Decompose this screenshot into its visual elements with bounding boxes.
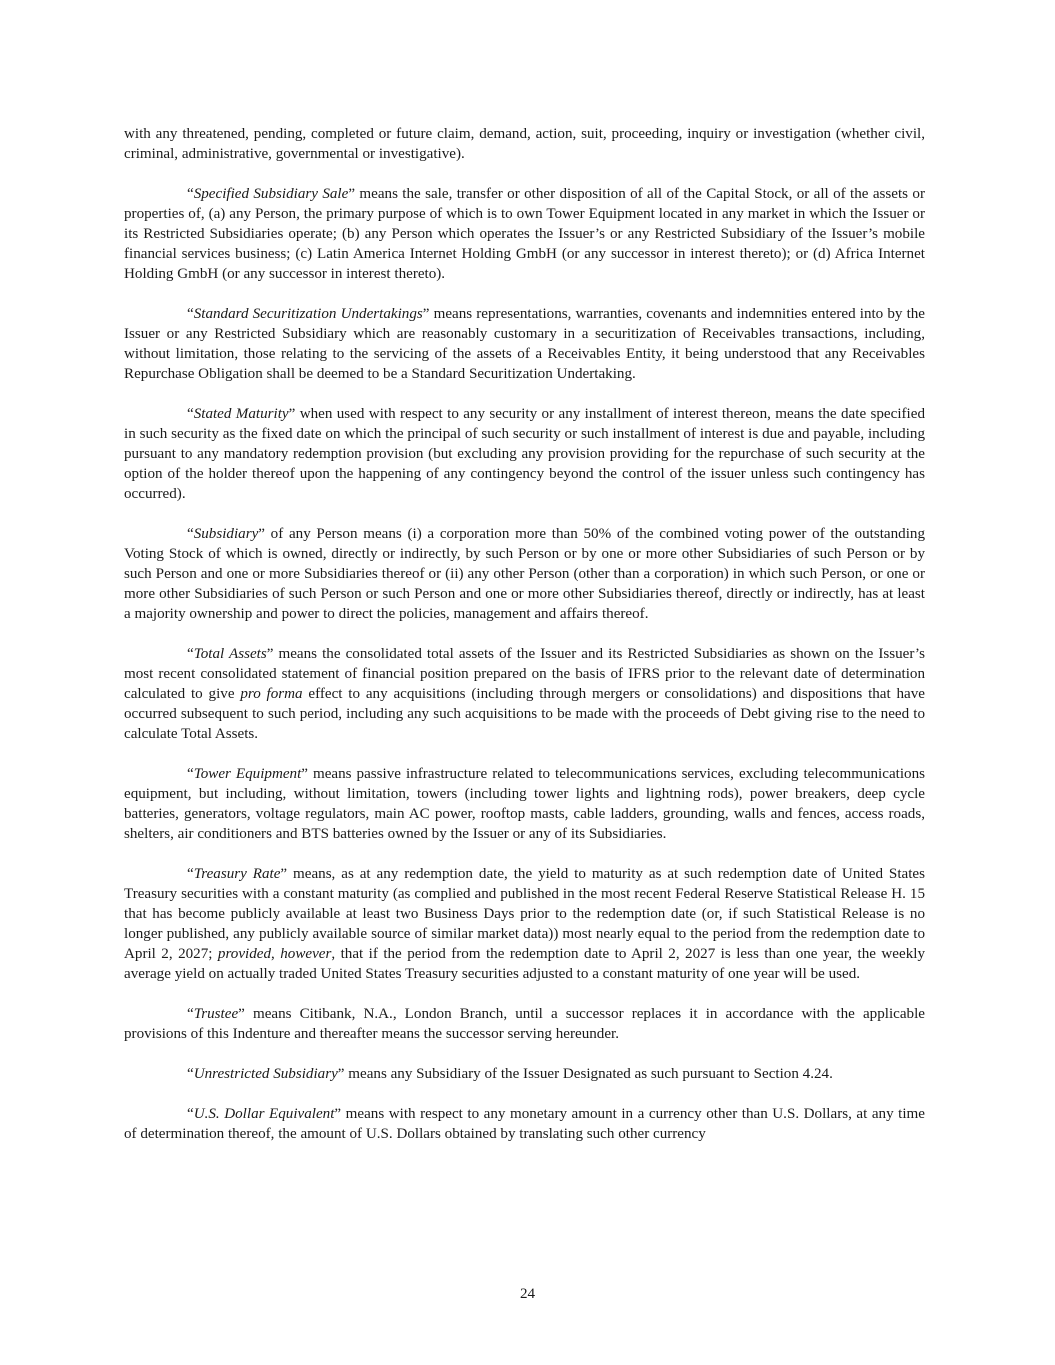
defined-term: Total Assets bbox=[193, 646, 267, 662]
open-quote: “ bbox=[187, 646, 194, 662]
definition-specified-subsidiary-sale bbox=[124, 184, 925, 284]
definition-text: ” means the sale, transfer or other disposition of all of the Capital Stock, or all of the assets or properties of, (a) any Person, the primary purpose of which is to own Tower Equipment located in any market in which the Issuer or its Restricted Subsidiaries operate; (b) any Person which operates the Issuer’s or any Restricted Subsidiary of the Issuer’s mobile financial services business; (c) Latin America Internet Holding GmbH (or any successor in interest thereto); or (d) Africa Internet Holding GmbH (or any successor in interest thereto). bbox=[124, 186, 925, 282]
italic-phrase: pro forma bbox=[240, 686, 303, 702]
definition-text: ” of any Person means (i) a corporation more than 50% of the combined voting power of the outstanding Voting Stock of which is owned, directly or indirectly, by such Person or by one or more other Subsidiaries of such Person or by such Person and one or more Subsidiaries thereof or (ii) any other Person (other than a corporation) in which such Person, or one or more other Subsidiaries of such Person or such Person and one or more other Subsidiaries thereof, directly or indirectly, has at least a majority ownership and power to direct the policies, management and affairs thereof. bbox=[124, 526, 925, 622]
definition-treasury-rate bbox=[124, 864, 925, 984]
definition-standard-securitization-undertakings bbox=[124, 304, 925, 384]
defined-term: U.S. Dollar Equivalent bbox=[193, 1106, 335, 1122]
defined-term: Subsidiary bbox=[193, 526, 259, 542]
definition-text: ” means, as at any redemption date, the yield to maturity as at such redemption date of United States Treasury securities with a constant maturity (as complied and published in the most recent Federal Reserve Statistical Release H. 15 that has become publicly available at least two Business Days prior to the redemption date (or, if such Statistical Release is no longer published, any publicly available source of similar market data)) most nearly equal to the period from the redemption date to April 2, 2027; bbox=[124, 866, 925, 962]
definition-text: ” when used with respect to any security or any installment of interest thereon, means the date specified in such security as the fixed date on which the principal of such security or such installment of interest is due and payable, including pursuant to any mandatory redemption provision (but excluding any provision providing for the repurchase of such security at the option of the holder thereof upon the happening of any contingency beyond the control of the issuer unless such contingency has occurred). bbox=[124, 406, 925, 502]
paragraph-continuation bbox=[124, 124, 925, 164]
definition-text: ” means any Subsidiary of the Issuer Designated as such pursuant to Section 4.24. bbox=[337, 1066, 833, 1082]
definition-trustee bbox=[124, 1004, 925, 1044]
definition-text: ” means Citibank, N.A., London Branch, until a successor replaces it in accordance with the applicable provisions of this Indenture and thereafter means the successor serving hereunder. bbox=[124, 1006, 925, 1042]
open-quote: “ bbox=[187, 186, 194, 202]
definition-text: ” means passive infrastructure related to telecommunications services, excluding telecommunications equipment, but including, without limitation, towers (including tower lights and lightning rods), power breakers, deep cycle batteries, generators, voltage regulators, main AC power, rooftop masts, cable ladders, grounding, walls and fences, access roads, shelters, air conditioners and BTS batteries owned by the Issuer or any of its Subsidiaries. bbox=[124, 766, 926, 842]
definition-subsidiary bbox=[124, 524, 925, 624]
definition-total-assets bbox=[124, 644, 925, 744]
definition-text: , bbox=[271, 946, 281, 962]
open-quote: “ bbox=[187, 1106, 194, 1122]
defined-term: Treasury Rate bbox=[193, 866, 281, 882]
definition-stated-maturity bbox=[124, 404, 925, 504]
text-segment: with any threatened, pending, completed or future claim, demand, action, suit, proceeding, inquiry or investigation (whether civil, criminal, administrative, governmental or investigative). bbox=[124, 126, 925, 162]
defined-term: Standard Securitization Undertakings bbox=[193, 306, 423, 322]
definition-text: ” means with respect to any monetary amount in a currency other than U.S. Dollars, at any time of determination thereof, the amount of U.S. Dollars obtained by translating such other currency bbox=[124, 1106, 925, 1142]
defined-term: Specified Subsidiary Sale bbox=[193, 186, 349, 202]
definition-us-dollar-equivalent bbox=[124, 1104, 925, 1144]
open-quote: “ bbox=[187, 866, 194, 882]
definition-text: ” means the consolidated total assets of the Issuer and its Restricted Subsidiaries as shown on the Issuer’s most recent consolidated statement of financial position prepared on the basis of IFRS prior to the relevant date of determination calculated to give bbox=[124, 646, 925, 702]
open-quote: “ bbox=[187, 306, 194, 322]
document-body bbox=[124, 124, 925, 1164]
open-quote: “ bbox=[187, 766, 194, 782]
open-quote: “ bbox=[187, 406, 194, 422]
definition-text: ” means representations, warranties, covenants and indemnities entered into by the Issuer or any Restricted Subsidiary which are reasonably customary in a securitization of Receivables transactions, including, without limitation, those relating to the servicing of the assets of a Receivables Entity, it being understood that any Receivables Repurchase Obligation shall be deemed to be a Standard Securitization Undertaking. bbox=[124, 306, 926, 382]
defined-term: Trustee bbox=[193, 1006, 239, 1022]
definition-unrestricted-subsidiary bbox=[124, 1064, 925, 1084]
italic-phrase: provided bbox=[217, 946, 271, 962]
open-quote: “ bbox=[187, 1006, 194, 1022]
defined-term: Tower Equipment bbox=[193, 766, 302, 782]
definition-text: , that if the period from the redemption date to April 2, 2027 is less than one year, the weekly average yield on actually traded United States Treasury securities adjusted to a constant maturity of one year will be used. bbox=[124, 946, 925, 982]
definition-tower-equipment bbox=[124, 764, 925, 844]
open-quote: “ bbox=[187, 1066, 194, 1082]
defined-term: Stated Maturity bbox=[193, 406, 289, 422]
defined-term: Unrestricted Subsidiary bbox=[193, 1066, 338, 1082]
page-number: 24 bbox=[519, 1286, 536, 1302]
open-quote: “ bbox=[187, 526, 194, 542]
definition-text: effect to any acquisitions (including through mergers or consolidations) and dispositions that have occurred subsequent to such period, including any such acquisitions to be made with the proceeds of Debt giving rise to the need to calculate Total Assets. bbox=[124, 686, 926, 742]
italic-phrase: however bbox=[280, 946, 332, 962]
